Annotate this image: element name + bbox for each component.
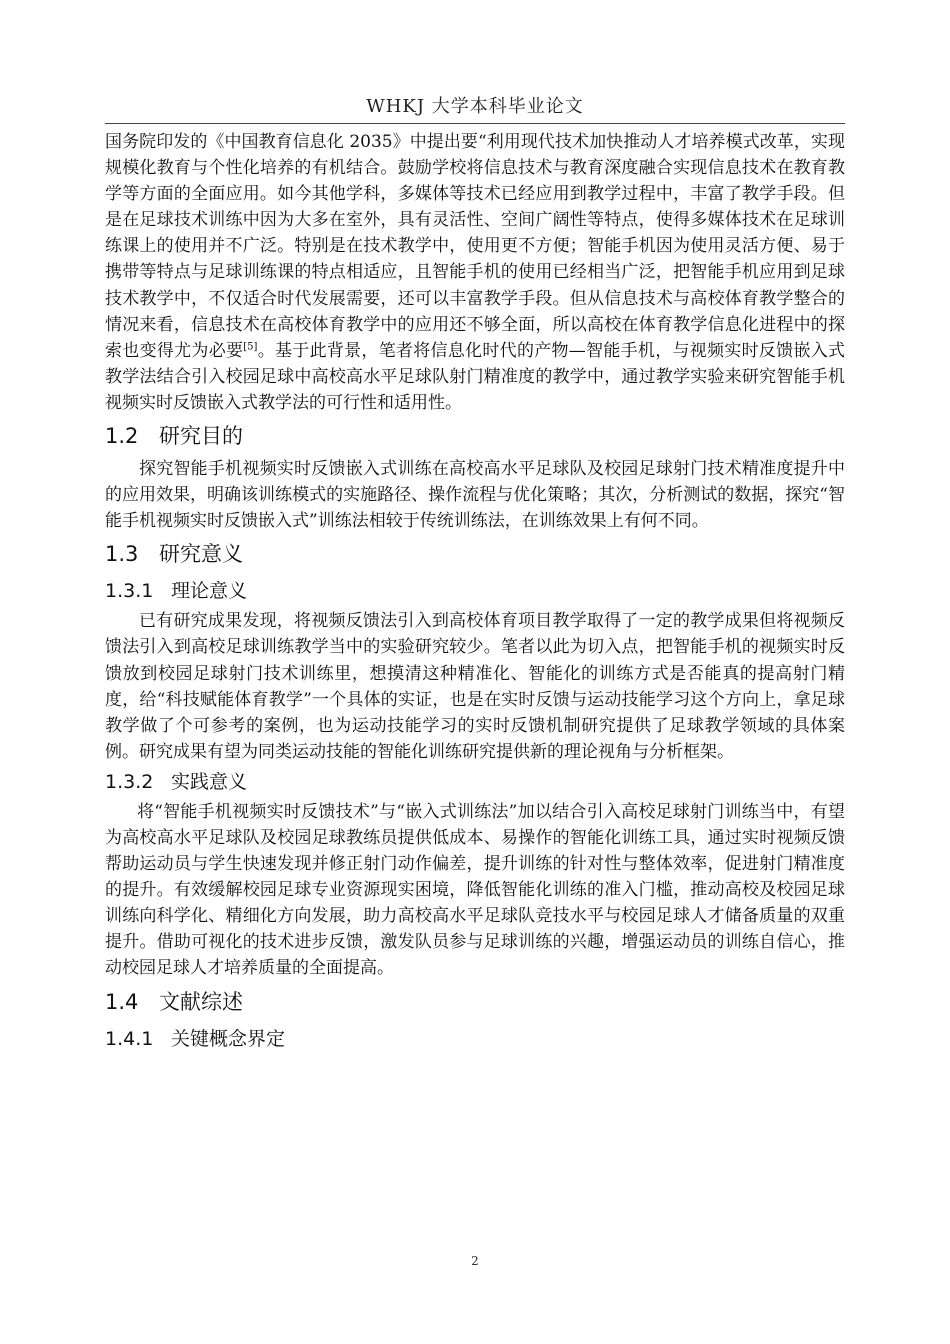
- intro-text: 国务院印发的《中国教育信息化 2035》中提出要“利用现代技术加快推动人才培养模式改革，实现规模化教育与个性化培养的有机结合。鼓励学校将信息技术与教育深度融合实现信息技术在教育教学等方面的全面应用。如今其他学科，多媒体等技术已经应用到教学过程中，丰富了教学手段。但是在足球技术训练中因为大多在室外，具有灵活性、空间广阔性等特点，使得多媒体技术在足球训练课上的使用并不广泛。特别是在技术教学中，使用更不方便；智能手机因为使用灵活方便、易于携带等特点与足球训练课的特点相适应，且智能手机的使用已经相当广泛，把智能手机应用到足球技术教学中，不仅适合时代发展需要，还可以丰富教学手段。但从信息技术与高校体育教学整合的情况来看，信息技术在高校体育教学中的应用还不够全面，所以高校在体育教学信息化进程中的探索也变得尤为必要: [105, 132, 845, 361]
- intro-paragraph: [105, 129, 845, 416]
- subsection-number: 1.3.2: [105, 770, 154, 793]
- subsection-heading-1-3-2: [105, 765, 845, 799]
- header-rule: [105, 123, 845, 124]
- subsection-title: 理论意义: [171, 580, 248, 603]
- subsection-number: 1.4.1: [105, 1027, 154, 1050]
- section-title: 研究目的: [159, 424, 243, 449]
- subsection-title: 关键概念界定: [171, 1027, 286, 1050]
- section-heading-1-2: [105, 416, 845, 456]
- section-title: 文献综述: [159, 989, 243, 1014]
- purpose-paragraph: 探究智能手机视频实时反馈嵌入式训练在高校高水平足球队及校园足球射门技术精准度提升中的应用效果，明确该训练模式的实施路径、操作流程与优化策略；其次，分析测试的数据，探究“智能手机视频实时反馈嵌入式”训练法相较于传统训练法，在训练效果上有何不同。: [105, 459, 845, 532]
- practice-paragraph: 将“智能手机视频实时反馈技术”与“嵌入式训练法”加以结合引入高校足球射门训练当中，有望为高校高水平足球队及校园足球教练员提供低成本、易操作的智能化训练工具，通过实时视频反馈帮助运动员与学生快速发现并修正射门动作偏差，提升训练的针对性与整体效率，促进射门精准度的提升。有效缓解校园足球专业资源现实困境，降低智能化训练的准入门槛，推动高校及校园足球训练向科学化、精细化方向发展，助力高校高水平足球队竞技水平与校园足球人才储备质量的双重提升。借助可视化的技术进步反馈，激发队员参与足球训练的兴趣，增强运动员的训练自信心，推动校园足球人才培养质量的全面提高。: [105, 801, 845, 979]
- subsection-heading-1-4-1: [105, 1022, 845, 1056]
- subsection-title: 实践意义: [171, 770, 248, 793]
- subsection-heading-1-3-1: [105, 574, 845, 608]
- theory-paragraph: 已有研究成果发现，将视频反馈法引入到高校体育项目教学取得了一定的教学成果但将视频反馈法引入到高校足球训练教学当中的实验研究较少。笔者以此为切入点，把智能手机的视频实时反馈放到校园足球射门技术训练里，想摸清这种精准化、智能化的训练方式是否能真的提高射门精度，给“科技赋能体育教学”一个具体的实证，也是在实时反馈与运动技能学习这个方向上，拿足球教学做了个可参考的案例，也为运动技能学习的实时反馈机制研究提供了足球教学领域的具体案例。研究成果有望为同类运动技能的智能化训练研究提供新的理论视角与分析框架。: [105, 611, 845, 762]
- running-header: WHKJ 大学本科毕业论文: [366, 96, 584, 117]
- page-number: 2: [471, 1254, 479, 1268]
- section-number: 1.3: [105, 542, 139, 567]
- section-number: 1.4: [105, 989, 139, 1014]
- section-number: 1.2: [105, 424, 139, 449]
- subsection-number: 1.3.1: [105, 580, 154, 603]
- section-title: 研究意义: [159, 542, 243, 567]
- section-heading-1-3: [105, 534, 845, 574]
- section-heading-1-4: [105, 982, 845, 1022]
- citation-marker: [5]: [243, 341, 258, 353]
- page-body: [105, 129, 845, 1056]
- intro-tail-text: 。基于此背景，笔者将信息化时代的产物—智能手机，与视频实时反馈嵌入式教学法结合引入校园足球中高校高水平足球队射门精准度的教学中，通过教学实验来研究智能手机视频实时反馈嵌入式教学法的可行性和适用性。: [105, 340, 846, 413]
